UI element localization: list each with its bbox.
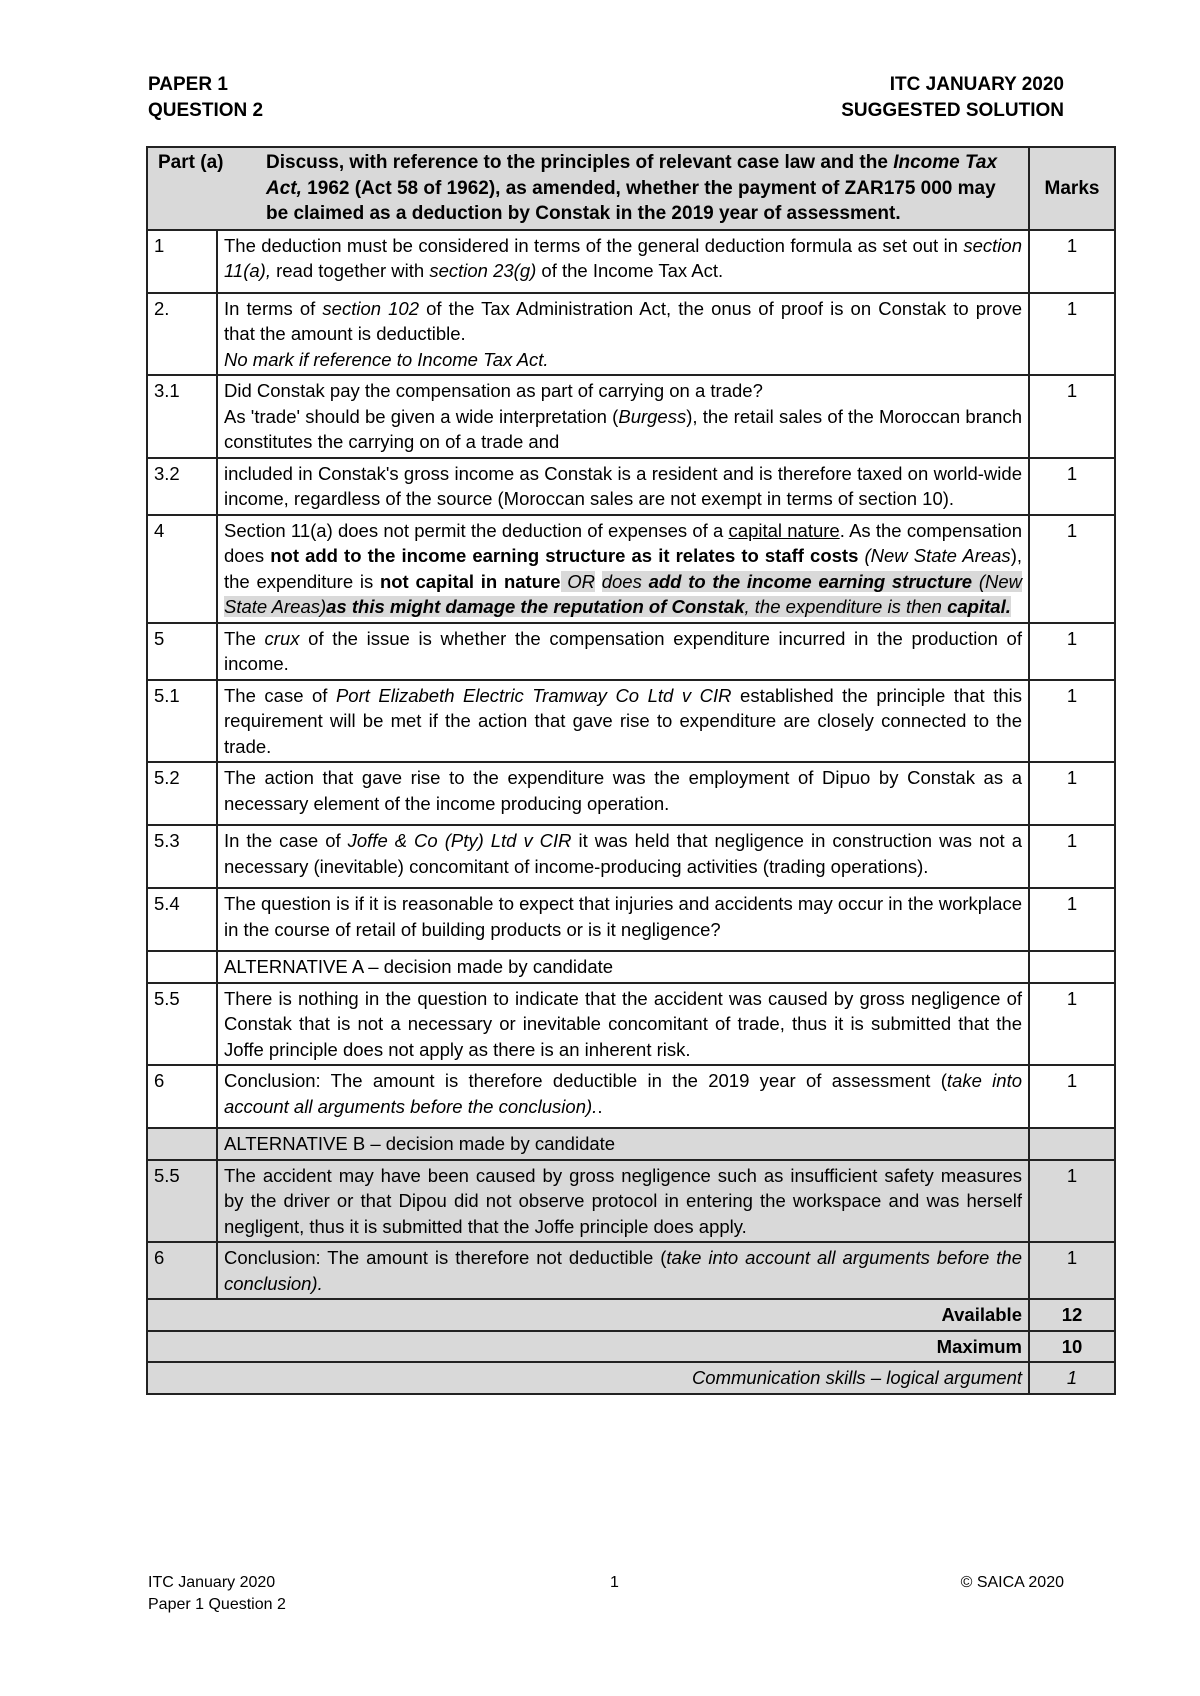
footer-exam: ITC January 2020	[148, 1574, 276, 1591]
part-label: Part (a)	[158, 152, 224, 173]
exam-label: ITC JANUARY 2020	[889, 74, 1064, 95]
table-header-row	[147, 147, 1115, 230]
table-row: 4 Section 11(a) does not permit the deduction of expenses of a capital nature. As the compensation does not add to the income earning structure as it relates to staff costs (New State Areas), the expenditure is not capital in nature OR does add to the income earning structure (New State Areas)as this might damage the reputation of Constak, the expenditure is then capital. 1	[147, 515, 1115, 623]
communication-label: Communication skills – logical argument	[147, 1362, 1029, 1394]
maximum-label: Maximum	[147, 1331, 1029, 1363]
alternative-a-row	[147, 951, 1115, 983]
solution-table	[146, 146, 1116, 1395]
table-row: 6 Conclusion: The amount is therefore not deductible (take into account all arguments before the conclusion). 1	[147, 1242, 1115, 1299]
question-label: QUESTION 2	[148, 100, 264, 121]
solution-label: SUGGESTED SOLUTION	[841, 100, 1064, 121]
question-cell	[147, 147, 1029, 230]
footer-paper: Paper 1 Question 2	[148, 1596, 286, 1613]
maximum-row	[147, 1331, 1115, 1363]
available-label: Available	[147, 1299, 1029, 1331]
table-row: 5.3 In the case of Joffe & Co (Pty) Ltd v CIR it was held that negligence in construction was not a necessary (inevitable) concomitant of income-producing activities (trading operations). 1	[147, 825, 1115, 888]
table-row: 5.2 The action that gave rise to the expenditure was the employment of Dipuo by Constak as a necessary element of the income producing operation. 1	[147, 762, 1115, 825]
table-row: 5.5 There is nothing in the question to indicate that the accident was caused by gross negligence of Constak that is not a necessary or inevitable concomitant of trade, thus it is submitted that the Joffe principle does not apply as there is an inherent risk. 1	[147, 983, 1115, 1066]
header-left	[148, 72, 263, 124]
alternative-b-title: ALTERNATIVE B – decision made by candidate	[217, 1128, 1029, 1160]
copyright: © SAICA 2020	[960, 1574, 1064, 1591]
question-text: Discuss, with reference to the principles of relevant case law and the Income Tax Act, 1962 (Act 58 of 1962), as amended, whether the payment of ZAR175 000 may be claimed as a deduction by Constak in the 2019 year of assessment.	[266, 152, 998, 224]
table-row: 6 Conclusion: The amount is therefore deductible in the 2019 year of assessment (take into account all arguments before the conclusion).. 1	[147, 1065, 1115, 1128]
available-row	[147, 1299, 1115, 1331]
table-row: 5.1 The case of Port Elizabeth Electric Tramway Co Ltd v CIR established the principle that this requirement will be met if the action that gave rise to expenditure are closely connected to the trade. 1	[147, 680, 1115, 763]
page-number: 1	[610, 1574, 619, 1591]
table-row: 3.1 Did Constak pay the compensation as part of carrying on a trade? As 'trade' should be given a wide interpretation (Burgess), the retail sales of the Moroccan branch constitutes the carrying on of a trade and 1	[147, 375, 1115, 458]
footer-left	[148, 1572, 286, 1616]
table-row: 5.5 The accident may have been caused by gross negligence such as insufficient safety measures by the driver or that Dipou did not observe protocol in entering the workspace and was herself negligent, thus it is submitted that the Joffe principle does apply. 1	[147, 1160, 1115, 1243]
maximum-value: 10	[1029, 1331, 1115, 1363]
available-value: 12	[1029, 1299, 1115, 1331]
table-row: 5.4 The question is if it is reasonable to expect that injuries and accidents may occur in the workplace in the course of retail of building products or is it negligence? 1	[147, 888, 1115, 951]
table-row: 5 The crux of the issue is whether the compensation expenditure incurred in the production of income. 1	[147, 623, 1115, 680]
header-right	[841, 72, 1064, 124]
table-row: 2. In terms of section 102 of the Tax Administration Act, the onus of proof is on Constak to prove that the amount is deductible. No mark if reference to Income Tax Act. 1	[147, 293, 1115, 376]
marks-header: Marks	[1029, 147, 1115, 230]
communication-value: 1	[1029, 1362, 1115, 1394]
table-row: 3.2 included in Constak's gross income as Constak is a resident and is therefore taxed on world-wide income, regardless of the source (Moroccan sales are not exempt in terms of section 10). 1	[147, 458, 1115, 515]
alternative-a-title: ALTERNATIVE A – decision made by candidate	[217, 951, 1029, 983]
paper-label: PAPER 1	[148, 74, 228, 95]
alternative-b-row	[147, 1128, 1115, 1160]
communication-row	[147, 1362, 1115, 1394]
table-row: 1 The deduction must be considered in terms of the general deduction formula as set out in section 11(a), read together with section 23(g) of the Income Tax Act. 1	[147, 230, 1115, 293]
